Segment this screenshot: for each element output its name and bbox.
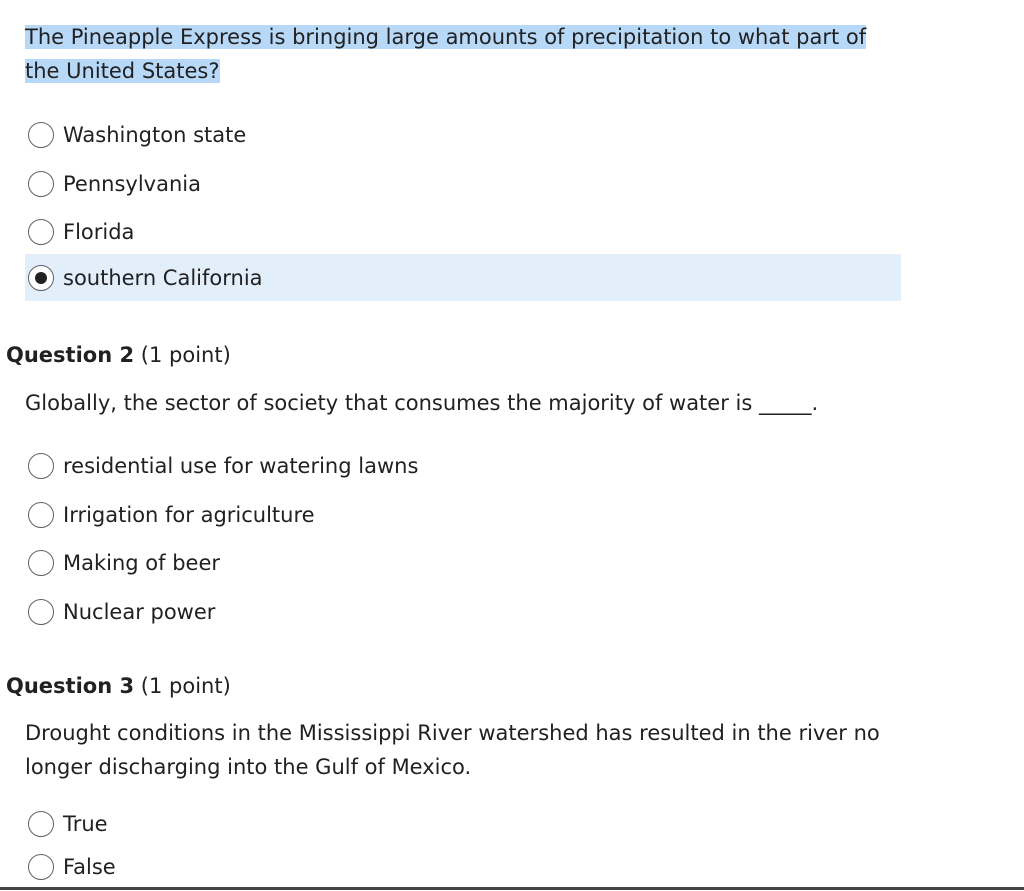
option-label: Florida — [63, 220, 135, 244]
bottom-divider — [0, 887, 1024, 890]
question-2-option-4[interactable] — [25, 589, 215, 635]
radio-button[interactable] — [28, 599, 54, 625]
question-2-heading — [6, 340, 231, 370]
radio-button[interactable] — [28, 219, 54, 245]
question-1-prompt-text: The Pineapple Express is bringing large amounts of precipitation to what part of the United States? — [25, 25, 867, 83]
option-label: southern California — [63, 265, 263, 290]
option-label: False — [63, 855, 116, 879]
question-1-option-2[interactable] — [25, 161, 201, 207]
radio-button[interactable] — [28, 453, 54, 479]
option-label: Nuclear power — [63, 600, 216, 624]
question-1-prompt — [25, 20, 905, 88]
option-label: True — [63, 812, 108, 836]
radio-button[interactable] — [28, 550, 54, 576]
option-label: Washington state — [63, 123, 247, 147]
question-2-title: Question 2 — [6, 343, 135, 367]
question-3-points: (1 point) — [140, 674, 231, 698]
option-label: Pennsylvania — [63, 172, 201, 196]
question-3-option-1[interactable] — [25, 801, 108, 847]
question-2-option-2[interactable] — [25, 492, 315, 538]
radio-selected-dot — [35, 272, 47, 284]
radio-button[interactable] — [28, 502, 54, 528]
question-3-heading — [6, 671, 231, 701]
question-1-option-1[interactable] — [25, 112, 246, 158]
option-label: Making of beer — [63, 551, 221, 575]
radio-button[interactable] — [28, 122, 54, 148]
question-2-prompt: Globally, the sector of society that consumes the majority of water is _____. — [25, 391, 819, 415]
question-1-option-4[interactable] — [25, 254, 901, 301]
radio-button[interactable] — [28, 854, 54, 880]
option-label: residential use for watering lawns — [63, 454, 419, 478]
question-2-points: (1 point) — [140, 343, 231, 367]
question-3-title: Question 3 — [6, 674, 135, 698]
question-3-prompt: Drought conditions in the Mississippi River watershed has resulted in the river no longer discharging into the Gulf of Mexico. — [25, 721, 880, 779]
question-2-option-1[interactable] — [25, 443, 418, 489]
radio-button-selected[interactable] — [28, 265, 54, 291]
radio-button[interactable] — [28, 171, 54, 197]
question-2-option-3[interactable] — [25, 540, 220, 586]
radio-button[interactable] — [28, 811, 54, 837]
option-label: Irrigation for agriculture — [63, 503, 315, 527]
question-3-option-2[interactable] — [25, 844, 116, 890]
question-1-option-3[interactable] — [25, 209, 134, 255]
